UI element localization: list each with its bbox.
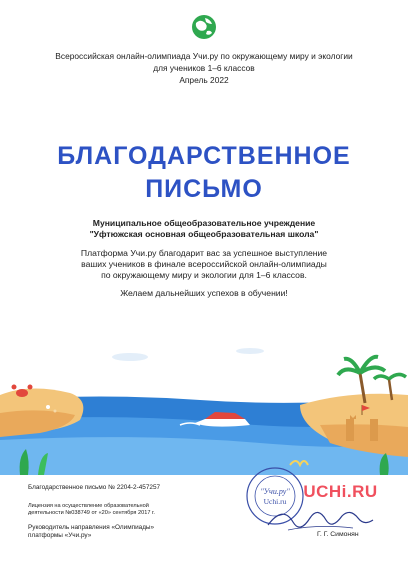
stamp-text-1: "Учи.ру" bbox=[260, 487, 290, 496]
license-line-2: деятельности №038749 от «20» сентября 2017 г. bbox=[28, 510, 155, 516]
header-line-2: для учеников 1–6 классов bbox=[153, 63, 255, 73]
signer-name: Г. Г. Симонян bbox=[317, 531, 359, 538]
body-line-3: по окружающему миру и экологии для 1–6 классов. bbox=[101, 270, 307, 280]
document-title bbox=[0, 140, 408, 206]
leader-line-2: платформы «Учи.ру» bbox=[28, 532, 92, 539]
header-line-3: Апрель 2022 bbox=[179, 75, 229, 85]
uchi-ru-logo: UCHi.RU bbox=[303, 482, 378, 501]
globe-leaf-icon bbox=[190, 13, 218, 41]
beach-illustration bbox=[0, 345, 408, 475]
leader-line-1: Руководитель направления «Олимпиады» bbox=[28, 524, 155, 531]
school-line-1: Муниципальное общеобразовательное учреждение bbox=[92, 218, 316, 228]
body-line-1: Платформа Учи.ру благодарит вас за успешное выступление bbox=[80, 248, 328, 258]
license-line-1: Лицензия на осуществление образовательной bbox=[28, 503, 149, 509]
school-line-2: "Уфтюжская основная общеобразовательная школа" bbox=[89, 229, 319, 239]
wish-text: Желаем дальнейших успехов в обучении! bbox=[120, 288, 288, 298]
gratitude-text bbox=[0, 248, 408, 281]
license-info bbox=[28, 503, 155, 517]
school-name bbox=[0, 218, 408, 240]
title-line-1: БЛАГОДАРСТВЕННОЕ bbox=[57, 142, 351, 170]
title-line-2: ПИСЬМО bbox=[145, 175, 263, 203]
document-number: Благодарственное письмо № 2204-2-457257 bbox=[28, 484, 161, 491]
leader-position bbox=[28, 524, 154, 540]
stamp-text-2: Uchi.ru bbox=[263, 497, 287, 506]
olympiad-header bbox=[0, 50, 408, 86]
body-line-2: ваших учеников в финале всероссийской онлайн-олимпиады bbox=[81, 259, 327, 269]
header-line-1: Всероссийская онлайн-олимпиада Учи.ру по окружающему миру и экологии bbox=[55, 51, 353, 61]
